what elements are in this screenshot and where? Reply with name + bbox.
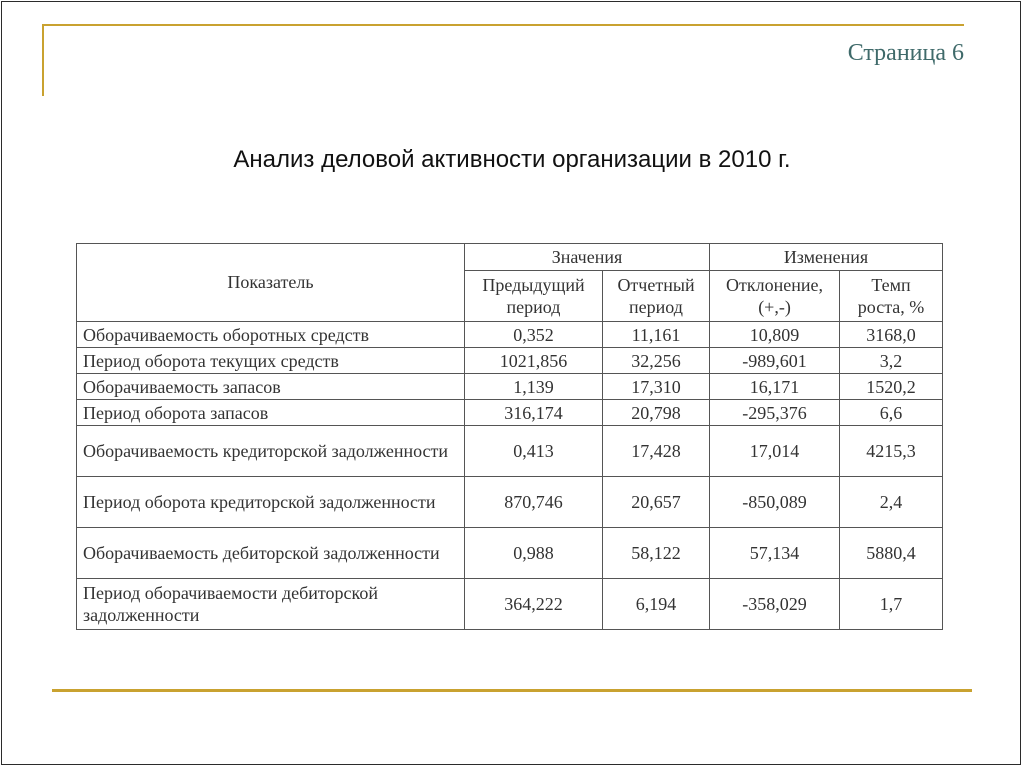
page-label: Страница 6	[847, 40, 964, 66]
cell-prev: 1021,856	[465, 348, 603, 374]
cell-prev: 364,222	[465, 579, 603, 630]
row-label: Период оборота запасов	[77, 400, 465, 426]
cell-growth: 1,7	[840, 579, 943, 630]
cell-deviation: 57,134	[710, 528, 840, 579]
cell-prev: 1,139	[465, 374, 603, 400]
row-label: Оборачиваемость оборотных средств	[77, 322, 465, 348]
header-changes-group: Изменения	[710, 244, 943, 271]
row-label: Период оборота кредиторской задолженности	[77, 477, 465, 528]
top-accent-line	[42, 24, 964, 26]
cell-current: 20,798	[603, 400, 710, 426]
row-label: Оборачиваемость кредиторской задолженности	[77, 426, 465, 477]
cell-growth: 5880,4	[840, 528, 943, 579]
cell-deviation: -989,601	[710, 348, 840, 374]
header-deviation: Отклонение, (+,-)	[710, 271, 840, 322]
cell-prev: 870,746	[465, 477, 603, 528]
header-row-groups	[77, 244, 943, 271]
cell-growth: 3168,0	[840, 322, 943, 348]
cell-growth: 6,6	[840, 400, 943, 426]
row-label: Период оборота текущих средств	[77, 348, 465, 374]
header-indicator: Показатель	[77, 244, 465, 322]
row-label: Оборачиваемость дебиторской задолженности	[77, 528, 465, 579]
table-row	[77, 477, 943, 528]
table-row	[77, 579, 943, 630]
cell-prev: 0,413	[465, 426, 603, 477]
cell-current: 17,310	[603, 374, 710, 400]
cell-deviation: 16,171	[710, 374, 840, 400]
row-label: Период оборачиваемости дебиторской задолженности	[77, 579, 465, 630]
cell-growth: 2,4	[840, 477, 943, 528]
table-row	[77, 348, 943, 374]
slide-title: Анализ деловой активности организации в 2010 г.	[233, 146, 791, 173]
header-report-period: Отчетный период	[603, 271, 710, 322]
cell-current: 6,194	[603, 579, 710, 630]
row-label: Оборачиваемость запасов	[77, 374, 465, 400]
cell-current: 11,161	[603, 322, 710, 348]
bottom-accent-line	[52, 689, 972, 692]
table-row	[77, 528, 943, 579]
table-row	[77, 322, 943, 348]
cell-deviation: -850,089	[710, 477, 840, 528]
header-values-group: Значения	[465, 244, 710, 271]
cell-prev: 0,988	[465, 528, 603, 579]
cell-growth: 4215,3	[840, 426, 943, 477]
cell-deviation: -295,376	[710, 400, 840, 426]
header-prev-period: Предыдущий период	[465, 271, 603, 322]
table-row	[77, 400, 943, 426]
cell-prev: 316,174	[465, 400, 603, 426]
table-row	[77, 374, 943, 400]
cell-current: 20,657	[603, 477, 710, 528]
cell-current: 17,428	[603, 426, 710, 477]
cell-current: 58,122	[603, 528, 710, 579]
cell-deviation: 17,014	[710, 426, 840, 477]
header-growth-rate: Темп роста, %	[840, 271, 943, 322]
cell-growth: 1520,2	[840, 374, 943, 400]
cell-deviation: -358,029	[710, 579, 840, 630]
table-row	[77, 426, 943, 477]
activity-table-wrapper	[76, 243, 943, 630]
cell-current: 32,256	[603, 348, 710, 374]
cell-deviation: 10,809	[710, 322, 840, 348]
table-header	[77, 244, 943, 322]
activity-table	[76, 243, 943, 630]
left-accent-line	[42, 24, 44, 96]
cell-prev: 0,352	[465, 322, 603, 348]
cell-growth: 3,2	[840, 348, 943, 374]
table-body	[77, 322, 943, 630]
